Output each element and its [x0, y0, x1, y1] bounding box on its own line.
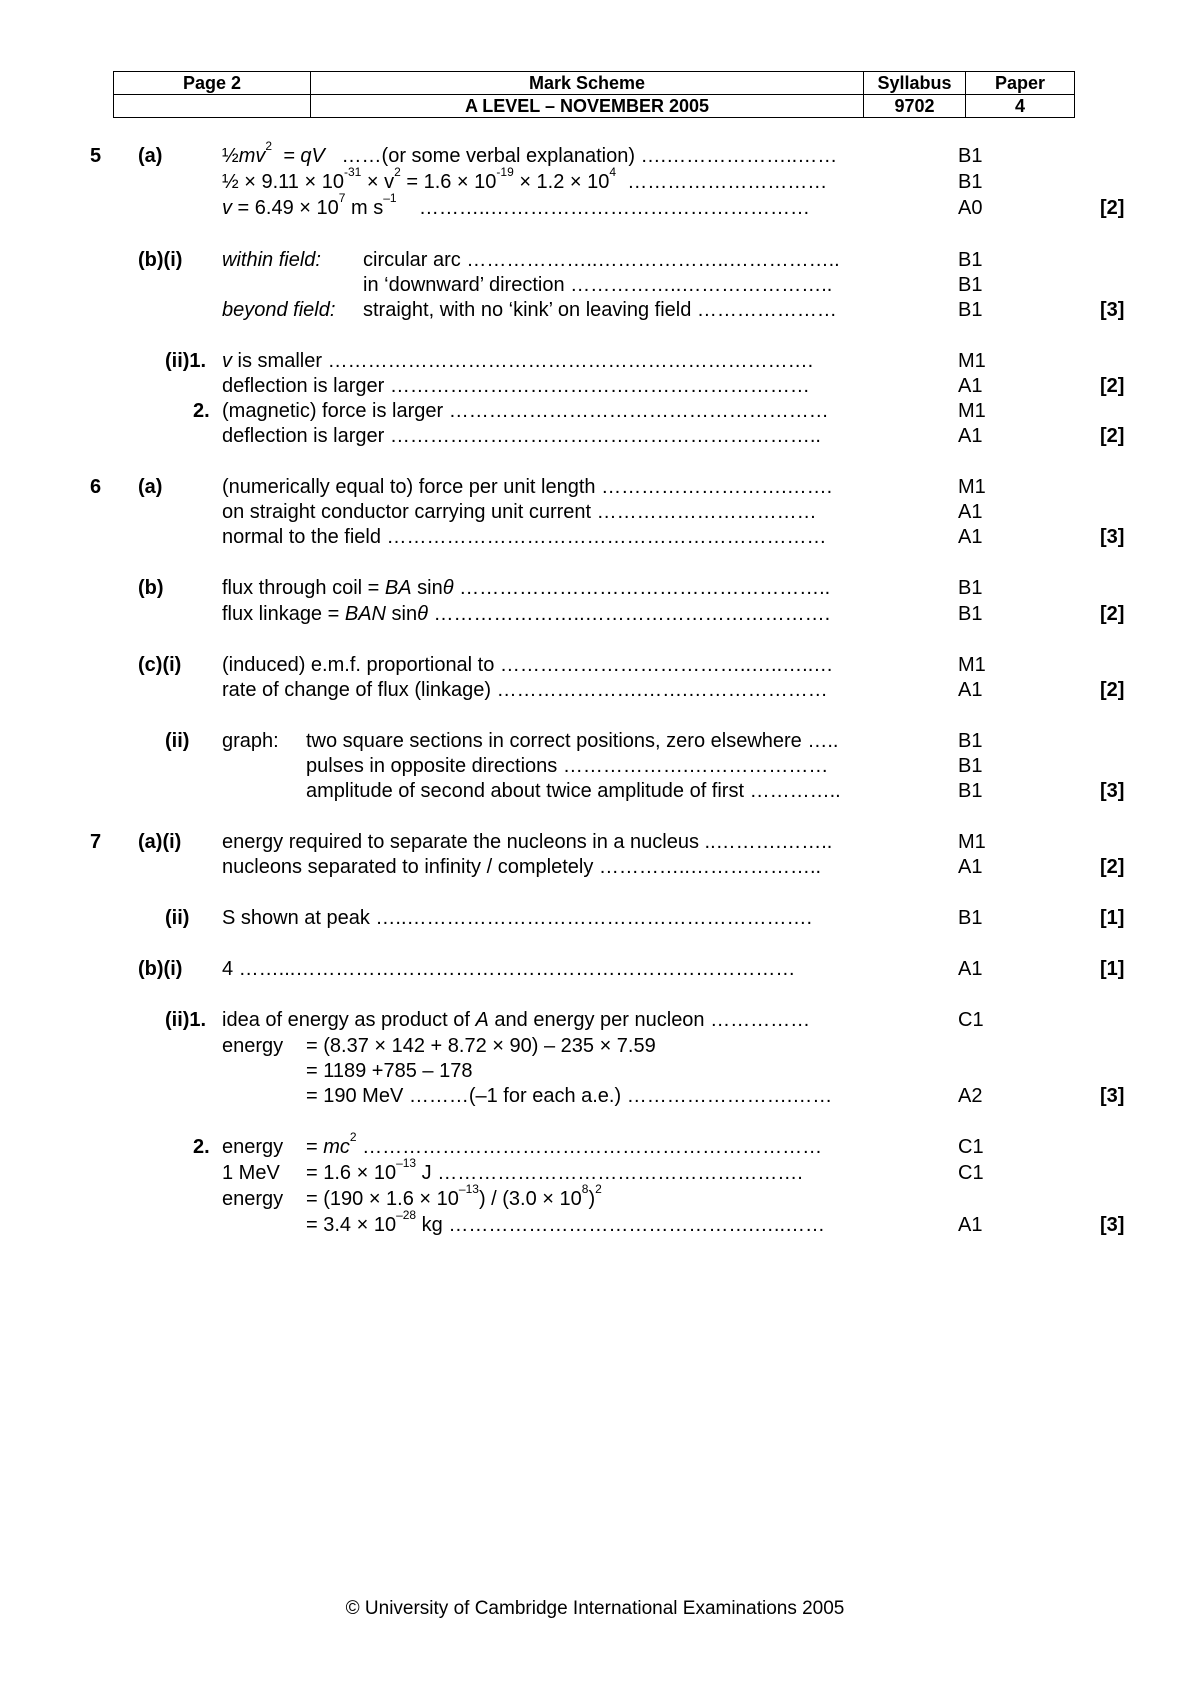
q5bii-line-4: deflection is larger ……………………………………………………….. — [222, 425, 821, 447]
part-label-5a: (a) — [138, 145, 163, 167]
mark-code: B1 — [958, 603, 983, 625]
mark-code: B1 — [958, 145, 983, 167]
mark-code: B1 — [958, 299, 983, 321]
mark-code: C1 — [958, 1162, 984, 1184]
q7bii-line-2: = (8.37 × 142 + 8.72 × 90) – 235 × 7.59 — [306, 1035, 656, 1057]
q6a-line-1: (numerically equal to) force per unit length ……………………….……. — [222, 476, 833, 498]
part-label-7bii2: 2. — [193, 1136, 210, 1158]
part-label-6b: (b) — [138, 577, 164, 599]
mark-code: B1 — [958, 274, 983, 296]
syllabus-label: Syllabus — [864, 72, 966, 95]
mark-code: A1 — [958, 425, 983, 447]
mark-code: M1 — [958, 350, 986, 372]
exam-session: A LEVEL – NOVEMBER 2005 — [311, 95, 864, 118]
mark-code: B1 — [958, 755, 983, 777]
total-marks: [2] — [1100, 856, 1125, 878]
q5a-line-2: ½ × $9.11 \times 10^{-31} \times v^2 = 1.6 \times 10^{-19} \times 1.2 \times 10^4$ ………………………… — [222, 165, 828, 193]
total-marks: [2] — [1100, 375, 1125, 397]
mark-code: A1 — [958, 526, 983, 548]
q5bi-line-3: straight, with no ‘kink’ on leaving field ………………… — [363, 299, 837, 321]
question-number-7: 7 — [90, 831, 102, 853]
total-marks: [1] — [1100, 958, 1125, 980]
q7ai-line-1: energy required to separate the nucleons in a nucleus ..……….…….. — [222, 831, 833, 853]
total-marks: [1] — [1100, 907, 1125, 929]
copyright-footer: © University of Cambridge International Examinations 2005 — [345, 1598, 845, 1619]
q7bii-line-4: = 190 MeV ………(–1 for each a.e.) …………………….…… — [306, 1085, 833, 1107]
q7bii2-line-4: = $3.4 \times 10^{-28}$ kg ……………………………………….…..…… — [306, 1208, 826, 1236]
total-marks: [3] — [1100, 1214, 1125, 1236]
part-label-5bii1: (ii)1. — [165, 350, 207, 372]
q7bii2-line-2: = $1.6 \times 10^{-13}$ J ………………………………………………. — [306, 1156, 803, 1184]
paper-label: Paper — [966, 72, 1075, 95]
q5bii-line-2: deflection is larger ……………………………………………………… — [222, 375, 810, 397]
mark-code: M1 — [958, 654, 986, 676]
field-label: within field: — [222, 249, 321, 271]
q6ci-line-2: rate of change of flux (linkage) ………………….…….………………… — [222, 679, 828, 701]
header-empty-cell — [114, 95, 311, 118]
mark-code: A2 — [958, 1085, 983, 1107]
q5bii-line-3: (magnetic) force is larger ………………………………………………… — [222, 400, 829, 422]
part-label-6a: (a) — [138, 476, 163, 498]
q7bii2-line-3: = $(190 \times 1.6 \times 10^{-13}) / (3.0 \times 10^8)^2$ — [306, 1182, 602, 1210]
q6ci-line-1: (induced) e.m.f. proportional to ………………………………..…..…..… — [222, 654, 834, 676]
total-marks: [3] — [1100, 1085, 1125, 1107]
mark-code: A1 — [958, 958, 983, 980]
q6a-line-3: normal to the field ………………………………………………………… — [222, 526, 827, 548]
mark-code: M1 — [958, 400, 986, 422]
total-marks: [2] — [1100, 197, 1125, 219]
part-label-5bi: (b)(i) — [138, 249, 183, 271]
mark-code: B1 — [958, 780, 983, 802]
q6cii-line-2: pulses in opposite directions ……………….………………… — [306, 755, 829, 777]
graph-label: graph: — [222, 730, 279, 752]
mark-code: B1 — [958, 171, 983, 193]
mark-code: B1 — [958, 907, 983, 929]
part-label-5bii2: 2. — [193, 400, 210, 422]
question-number-6: 6 — [90, 476, 102, 498]
q7bii-line-1: idea of energy as product of A and energy per nucleon …………… — [222, 1009, 811, 1031]
part-label-7ai: (a)(i) — [138, 831, 182, 853]
total-marks: [3] — [1100, 526, 1125, 548]
total-marks: [2] — [1100, 603, 1125, 625]
q7bii2-line-1: = $mc^2$ …………………………………………………………… — [306, 1130, 823, 1158]
part-label-6cii: (ii) — [165, 730, 190, 752]
document-title: Mark Scheme — [311, 72, 864, 95]
mark-code: B1 — [958, 577, 983, 599]
q5a-line-1: $\frac{1}{2}mv^2$ = qV ……(or some verbal explanation) ….………………..…… — [222, 139, 838, 167]
mark-code: A1 — [958, 856, 983, 878]
part-label-7aii: (ii) — [165, 907, 190, 929]
mark-code: A1 — [958, 501, 983, 523]
q5bii-line-1: v is smaller ………………………………………………………………. — [222, 350, 814, 372]
q6cii-line-1: two square sections in correct positions, zero elsewhere ….. — [306, 730, 839, 752]
part-label-7bii1: (ii)1. — [165, 1009, 207, 1031]
total-marks: [2] — [1100, 679, 1125, 701]
question-number-5: 5 — [90, 145, 102, 167]
q6b-line-2: flux linkage = BAN sinθ …………………..………………………………. — [222, 603, 831, 625]
mark-code: A1 — [958, 679, 983, 701]
header-table — [113, 71, 1075, 118]
total-marks: [3] — [1100, 299, 1125, 321]
q7aii-line-1: S shown at peak …..……………………………………………………. — [222, 907, 813, 929]
part-label-6ci: (c)(i) — [138, 654, 182, 676]
part-label-7bi: (b)(i) — [138, 958, 183, 980]
mark-code: C1 — [958, 1136, 984, 1158]
field-label: beyond field: — [222, 299, 336, 321]
row-label: energy — [222, 1188, 284, 1210]
syllabus-code: 9702 — [864, 95, 966, 118]
q6a-line-2: on straight conductor carrying unit current …………………………… — [222, 501, 817, 523]
q7bii-line-3: = 1189 +785 – 178 — [306, 1060, 473, 1082]
row-label: energy — [222, 1035, 284, 1057]
row-label: energy — [222, 1136, 284, 1158]
q5bi-line-2: in ‘downward’ direction ……………..………………….. — [363, 274, 833, 296]
total-marks: [3] — [1100, 780, 1125, 802]
q5a-line-3: $v = 6.49 \times 10^7$ m $s^{-1}$ ………..………………………………………… — [222, 191, 810, 219]
mark-code: A1 — [958, 1214, 983, 1236]
mark-code: A1 — [958, 375, 983, 397]
mark-code: C1 — [958, 1009, 984, 1031]
q5bi-line-1: circular arc ………………..………………..…………….. — [363, 249, 840, 271]
q6cii-line-3: amplitude of second about twice amplitude of first ………….. — [306, 780, 841, 802]
q7ai-line-2: nucleons separated to infinity / completely …………..……………….. — [222, 856, 822, 878]
mark-code: M1 — [958, 831, 986, 853]
mark-code: M1 — [958, 476, 986, 498]
paper-number: 4 — [966, 95, 1075, 118]
q6b-line-1: flux through coil = BA sinθ ……………………………………………….. — [222, 577, 831, 599]
page-number: Page 2 — [114, 72, 311, 95]
mark-code: B1 — [958, 249, 983, 271]
mark-code: A0 — [958, 197, 983, 219]
row-label: 1 MeV — [222, 1162, 280, 1184]
total-marks: [2] — [1100, 425, 1125, 447]
mark-code: B1 — [958, 730, 983, 752]
q7bi-line-1: 4 ……...………………………………………………………………… — [222, 958, 796, 980]
